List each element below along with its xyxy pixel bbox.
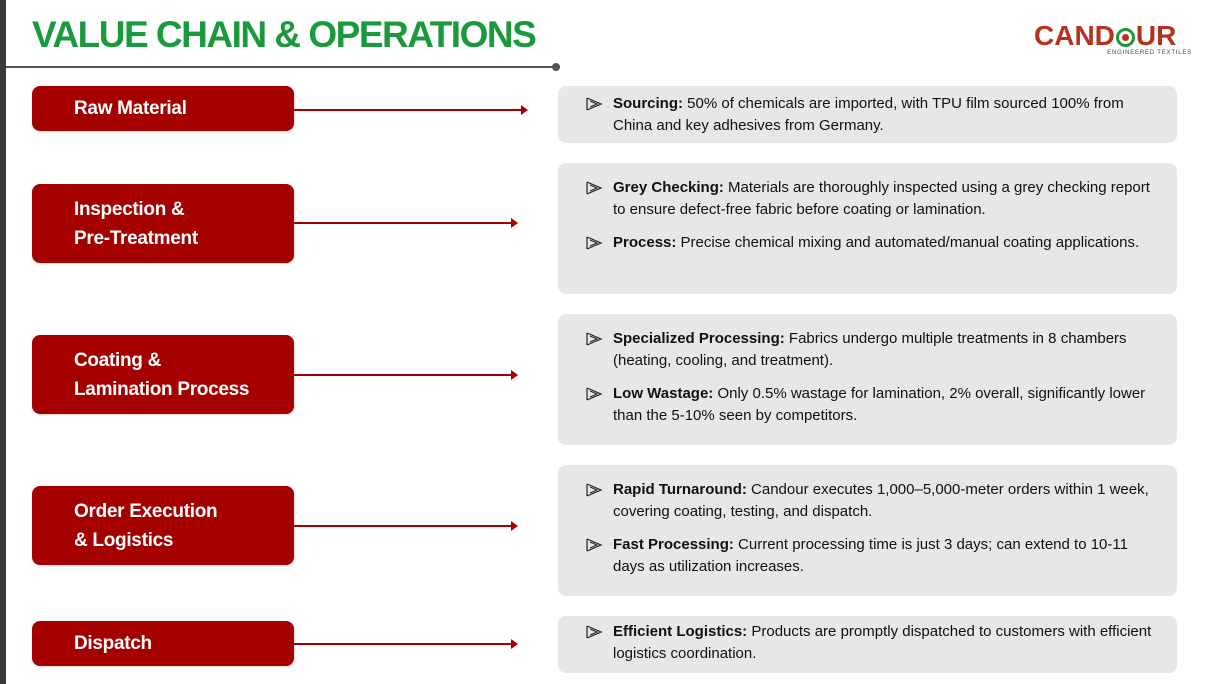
point-text: Current processing time is just 3 days; can extend to 10-11 days as utilization increases. (613, 536, 1128, 575)
detail-point (586, 479, 1157, 523)
stage-label: Raw Material (74, 98, 187, 119)
logo-wordmark (1034, 20, 1176, 52)
page-title: VALUE CHAIN & OPERATIONS (32, 14, 536, 55)
stage-coating-lamination (32, 335, 294, 414)
title-underline-dot (552, 63, 560, 71)
company-logo (1034, 20, 1194, 60)
logo-word-end: UR (1135, 20, 1177, 51)
point-lead: Low Wastage: (613, 385, 714, 402)
detail-point (586, 621, 1157, 665)
stage-label: Order Execution & Logistics (74, 500, 218, 551)
point-lead: Specialized Processing: (613, 330, 785, 347)
detail-point (586, 383, 1157, 427)
point-lead: Sourcing: (613, 95, 683, 112)
point-text: Products are promptly dispatched to customers with efficient logistics coordination. (613, 623, 1152, 662)
stage-order-execution (32, 486, 294, 565)
point-text: Fabrics undergo multiple treatments in 8 chambers (heating, cooling, and treatment). (613, 330, 1127, 369)
point-text: Precise chemical mixing and automated/manual coating applications. (676, 234, 1140, 251)
detail-point (586, 93, 1157, 137)
detail-point (586, 328, 1157, 372)
chevron-right-icon (586, 538, 603, 552)
stage-inspection-pretreatment (32, 184, 294, 263)
title-underline (6, 66, 556, 68)
stage-label: Coating & Lamination Process (74, 349, 250, 400)
arrow-icon (294, 643, 516, 645)
detail-panel-dispatch (558, 616, 1177, 673)
logo-word-start: CAND (1034, 20, 1115, 51)
detail-panel-order-execution (558, 465, 1177, 596)
point-text: 50% of chemicals are imported, with TPU film sourced 100% from China and key adhesives from Germany. (613, 95, 1124, 134)
point-text: Materials are thoroughly inspected using a grey checking report to ensure defect-free fabric before coating or lamination. (613, 179, 1150, 218)
detail-point (586, 232, 1157, 254)
logo-tagline: ENGINEERED TEXTILES (1107, 50, 1192, 56)
point-lead: Fast Processing: (613, 536, 734, 553)
chevron-right-icon (586, 625, 603, 639)
arrow-icon (294, 109, 526, 111)
point-lead: Efficient Logistics: (613, 623, 748, 640)
logo-o-icon (1116, 28, 1135, 47)
detail-point (586, 177, 1157, 221)
stage-label: Dispatch (74, 633, 152, 654)
point-text: Only 0.5% wastage for lamination, 2% overall, significantly lower than the 5-10% seen by competitors. (613, 385, 1146, 424)
chevron-right-icon (586, 236, 603, 250)
chevron-right-icon (586, 332, 603, 346)
detail-panel-coating (558, 314, 1177, 445)
arrow-icon (294, 374, 516, 376)
point-lead: Grey Checking: (613, 179, 724, 196)
point-lead: Rapid Turnaround: (613, 481, 747, 498)
stage-raw-material (32, 86, 294, 131)
left-edge-bar (0, 0, 6, 684)
detail-panel-raw-material (558, 86, 1177, 143)
chevron-right-icon (586, 387, 603, 401)
chevron-right-icon (586, 483, 603, 497)
detail-panel-inspection (558, 163, 1177, 294)
arrow-icon (294, 222, 516, 224)
chevron-right-icon (586, 97, 603, 111)
stage-dispatch (32, 621, 294, 666)
stage-label: Inspection & Pre-Treatment (74, 198, 198, 249)
detail-point (586, 534, 1157, 578)
point-text: Candour executes 1,000–5,000-meter orders within 1 week, covering coating, testing, and dispatch. (613, 481, 1149, 520)
arrow-icon (294, 525, 516, 527)
chevron-right-icon (586, 181, 603, 195)
point-lead: Process: (613, 234, 677, 251)
